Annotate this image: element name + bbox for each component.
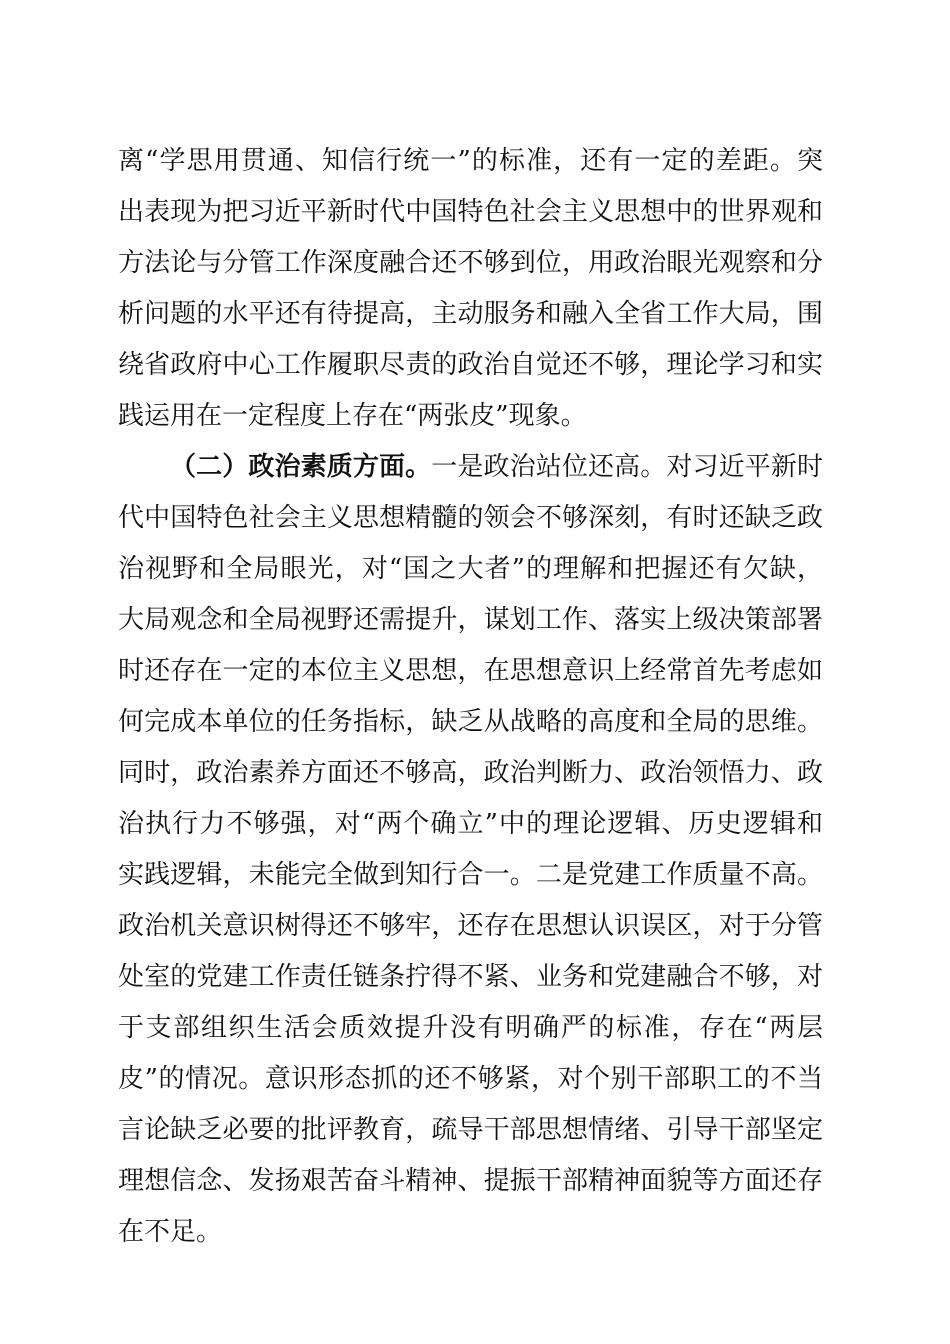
text-line: 同时，政治素养方面还不够高，政治判断力、政治领悟力、政 bbox=[118, 758, 823, 788]
text-line: 治视野和全局眼光，对“国之大者”的理解和把握还有欠缺， bbox=[118, 554, 823, 584]
text-line: 践运用在一定程度上存在“两张皮”现象。 bbox=[118, 401, 587, 431]
text-line: 绕省政府中心工作履职尽责的政治自觉还不够，理论学习和实 bbox=[118, 350, 823, 380]
text-line: 时还存在一定的本位主义思想，在思想意识上经常首先考虑如 bbox=[118, 656, 823, 686]
text-line: 理想信念、发扬艰苦奋斗精神、提振干部精神面貌等方面还存 bbox=[118, 1166, 823, 1196]
text-line: 实践逻辑，未能完全做到知行合一。二是党建工作质量不高。 bbox=[118, 860, 823, 890]
text-line: 言论缺乏必要的批评教育，疏导干部思想情绪、引导干部坚定 bbox=[118, 1115, 823, 1145]
text-line: 处室的党建工作责任链条拧得不紧、业务和党建融合不够，对 bbox=[118, 962, 823, 992]
text-line: 代中国特色社会主义思想精髓的领会不够深刻，有时还缺乏政 bbox=[118, 503, 823, 533]
text-line: 方法论与分管工作深度融合还不够到位，用政治眼光观察和分 bbox=[118, 248, 823, 278]
section-heading: （二）政治素质方面。 bbox=[170, 452, 432, 482]
text-line: 离“学思用贯通、知信行统一”的标准，还有一定的差距。突 bbox=[118, 146, 823, 176]
text-line: 政治机关意识树得还不够牢，还存在思想认识误区，对于分管 bbox=[118, 911, 823, 941]
text-line: 皮”的情况。意识形态抓的还不够紧，对个别干部职工的不当 bbox=[118, 1064, 823, 1094]
section-heading-line bbox=[170, 444, 823, 490]
text-line: 大局观念和全局视野还需提升，谋划工作、落实上级决策部署 bbox=[118, 605, 823, 635]
text-line: 析问题的水平还有待提高，主动服务和融入全省工作大局，围 bbox=[118, 299, 823, 329]
text-line: 治执行力不够强，对“两个确立”中的理论逻辑、历史逻辑和 bbox=[118, 809, 823, 839]
text-line-rest: 一是政治站位还高。对习近平新时 bbox=[431, 452, 823, 482]
text-line: 何完成本单位的任务指标，缺乏从战略的高度和全局的思维。 bbox=[118, 707, 823, 737]
text-line: 出表现为把习近平新时代中国特色社会主义思想中的世界观和 bbox=[118, 197, 823, 227]
text-line: 在不足。 bbox=[118, 1217, 223, 1247]
text-line: 于支部组织生活会质效提升没有明确严的标准，存在“两层 bbox=[118, 1013, 823, 1043]
